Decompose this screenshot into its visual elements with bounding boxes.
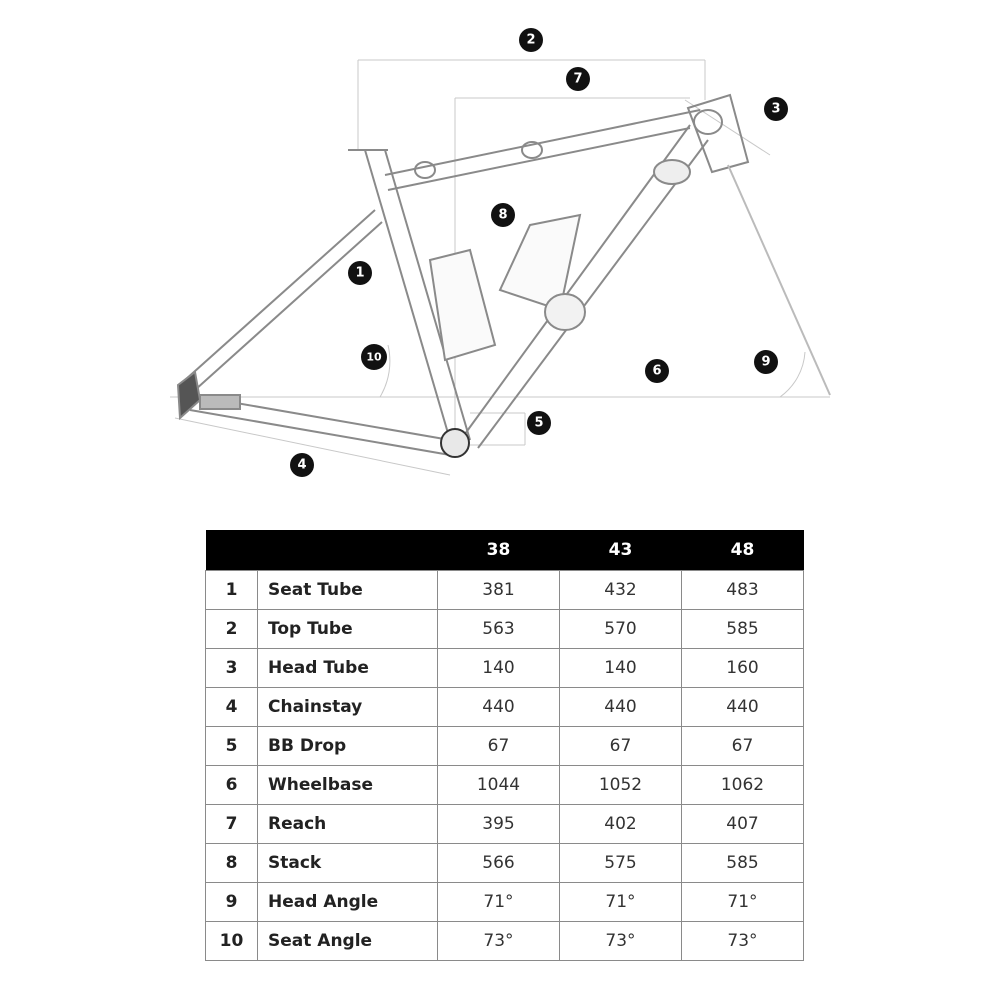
- row-number: 7: [206, 805, 258, 844]
- marker-9: [754, 350, 778, 374]
- value-38: 1044: [438, 766, 560, 805]
- value-38: 381: [438, 571, 560, 610]
- value-38: 566: [438, 844, 560, 883]
- marker-4-label: 4: [297, 457, 307, 473]
- value-43: 432: [560, 571, 682, 610]
- marker-1-label: 1: [355, 265, 365, 281]
- row-name: Seat Angle: [258, 922, 438, 961]
- row-name: Chainstay: [258, 688, 438, 727]
- value-38: 140: [438, 649, 560, 688]
- value-48: 407: [682, 805, 804, 844]
- marker-2: [519, 28, 543, 52]
- value-43: 73°: [560, 922, 682, 961]
- marker-7: [566, 67, 590, 91]
- value-48: 73°: [682, 922, 804, 961]
- table-header-row: [206, 530, 804, 571]
- row-name: Seat Tube: [258, 571, 438, 610]
- table-row: [206, 922, 804, 961]
- row-name: Wheelbase: [258, 766, 438, 805]
- marker-3-label: 3: [771, 101, 781, 117]
- header-size-43: 43: [560, 530, 682, 571]
- value-38: 67: [438, 727, 560, 766]
- marker-10-label: 10: [366, 350, 382, 364]
- value-43: 140: [560, 649, 682, 688]
- marker-2-label: 2: [526, 32, 536, 48]
- value-43: 440: [560, 688, 682, 727]
- row-number: 6: [206, 766, 258, 805]
- dimension-lines: [170, 60, 830, 475]
- value-38: 563: [438, 610, 560, 649]
- value-38: 395: [438, 805, 560, 844]
- row-number: 2: [206, 610, 258, 649]
- table-row: [206, 766, 804, 805]
- header-size-38: 38: [438, 530, 560, 571]
- row-number: 1: [206, 571, 258, 610]
- marker-1: [348, 261, 372, 285]
- marker-7-label: 7: [573, 71, 583, 87]
- marker-8: [491, 203, 515, 227]
- row-number: 3: [206, 649, 258, 688]
- table-row: [206, 610, 804, 649]
- value-48: 67: [682, 727, 804, 766]
- marker-10: [361, 344, 387, 370]
- marker-8-label: 8: [498, 207, 508, 223]
- row-number: 5: [206, 727, 258, 766]
- value-43: 402: [560, 805, 682, 844]
- value-38: 71°: [438, 883, 560, 922]
- table-row: [206, 649, 804, 688]
- bike-frame: [178, 95, 830, 457]
- value-43: 575: [560, 844, 682, 883]
- value-48: 585: [682, 610, 804, 649]
- table-row: [206, 883, 804, 922]
- row-number: 10: [206, 922, 258, 961]
- header-name: [258, 530, 438, 571]
- row-number: 9: [206, 883, 258, 922]
- value-48: 483: [682, 571, 804, 610]
- table-row: [206, 571, 804, 610]
- value-38: 73°: [438, 922, 560, 961]
- row-name: Head Angle: [258, 883, 438, 922]
- value-48: 585: [682, 844, 804, 883]
- row-name: Stack: [258, 844, 438, 883]
- row-name: Top Tube: [258, 610, 438, 649]
- value-48: 71°: [682, 883, 804, 922]
- row-name: Head Tube: [258, 649, 438, 688]
- marker-6-label: 6: [652, 363, 662, 379]
- marker-9-label: 9: [761, 354, 771, 370]
- marker-3: [764, 97, 788, 121]
- value-43: 67: [560, 727, 682, 766]
- row-number: 4: [206, 688, 258, 727]
- marker-5-label: 5: [534, 415, 544, 431]
- table-row: [206, 688, 804, 727]
- row-name: BB Drop: [258, 727, 438, 766]
- header-size-48: 48: [682, 530, 804, 571]
- header-num: [206, 530, 258, 571]
- table-row: [206, 805, 804, 844]
- row-name: Reach: [258, 805, 438, 844]
- value-38: 440: [438, 688, 560, 727]
- value-48: 1062: [682, 766, 804, 805]
- marker-5: [527, 411, 551, 435]
- marker-6: [645, 359, 669, 383]
- marker-4: [290, 453, 314, 477]
- value-43: 1052: [560, 766, 682, 805]
- table-row: [206, 844, 804, 883]
- geometry-table: [205, 530, 804, 961]
- value-43: 71°: [560, 883, 682, 922]
- value-48: 160: [682, 649, 804, 688]
- value-48: 440: [682, 688, 804, 727]
- table-row: [206, 727, 804, 766]
- value-43: 570: [560, 610, 682, 649]
- row-number: 8: [206, 844, 258, 883]
